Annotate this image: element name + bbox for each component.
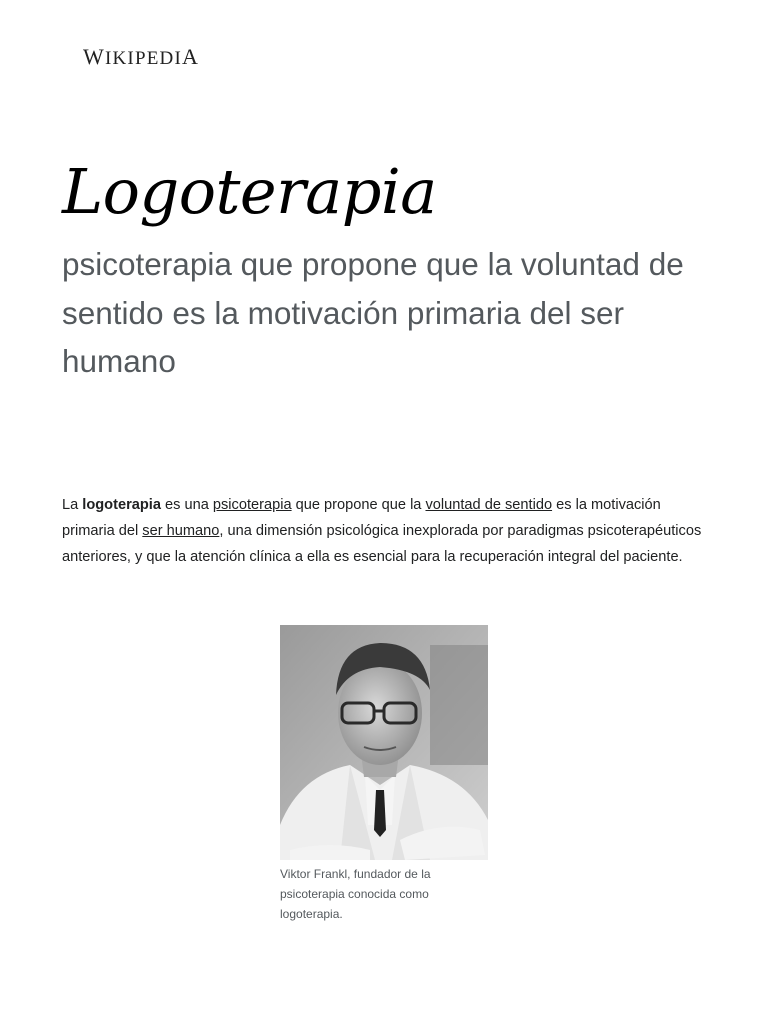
intro-text-3: que propone que la	[291, 497, 426, 513]
wikipedia-wordmark[interactable]	[83, 44, 199, 70]
wordmark-final: A	[181, 44, 200, 69]
link-ser-humano[interactable]: ser humano	[142, 523, 220, 539]
intro-text-2: es una	[160, 497, 213, 513]
portrait-photo[interactable]	[280, 625, 488, 860]
link-psicoterapia[interactable]: psicoterapia	[212, 497, 292, 513]
intro-text-5: , una dimensión psicológica inexplorada por paradigmas psicoterapéuticos anteriores, y que la atención clínica a ella es esencial para la recuperación integral del paciente.	[62, 523, 702, 565]
wordmark-initial: W	[83, 44, 105, 69]
link-voluntad-de-sentido[interactable]: voluntad de sentido	[425, 497, 553, 513]
intro-paragraph	[62, 492, 712, 570]
figure-caption: Viktor Frankl, fundador de la psicoterapia conocida como logoterapia.	[280, 867, 431, 921]
article-figure	[280, 625, 488, 924]
page-title: Logoterapia	[62, 155, 437, 228]
intro-text-1: La	[62, 497, 83, 513]
intro-text-4: es la motivación primaria del	[62, 497, 661, 539]
page-description: psicoterapia que propone que la voluntad de sentido es la motivación primaria del ser humano	[62, 246, 684, 379]
wordmark-middle: IKIPEDI	[104, 48, 182, 69]
intro-bold-term: logoterapia	[82, 497, 161, 513]
